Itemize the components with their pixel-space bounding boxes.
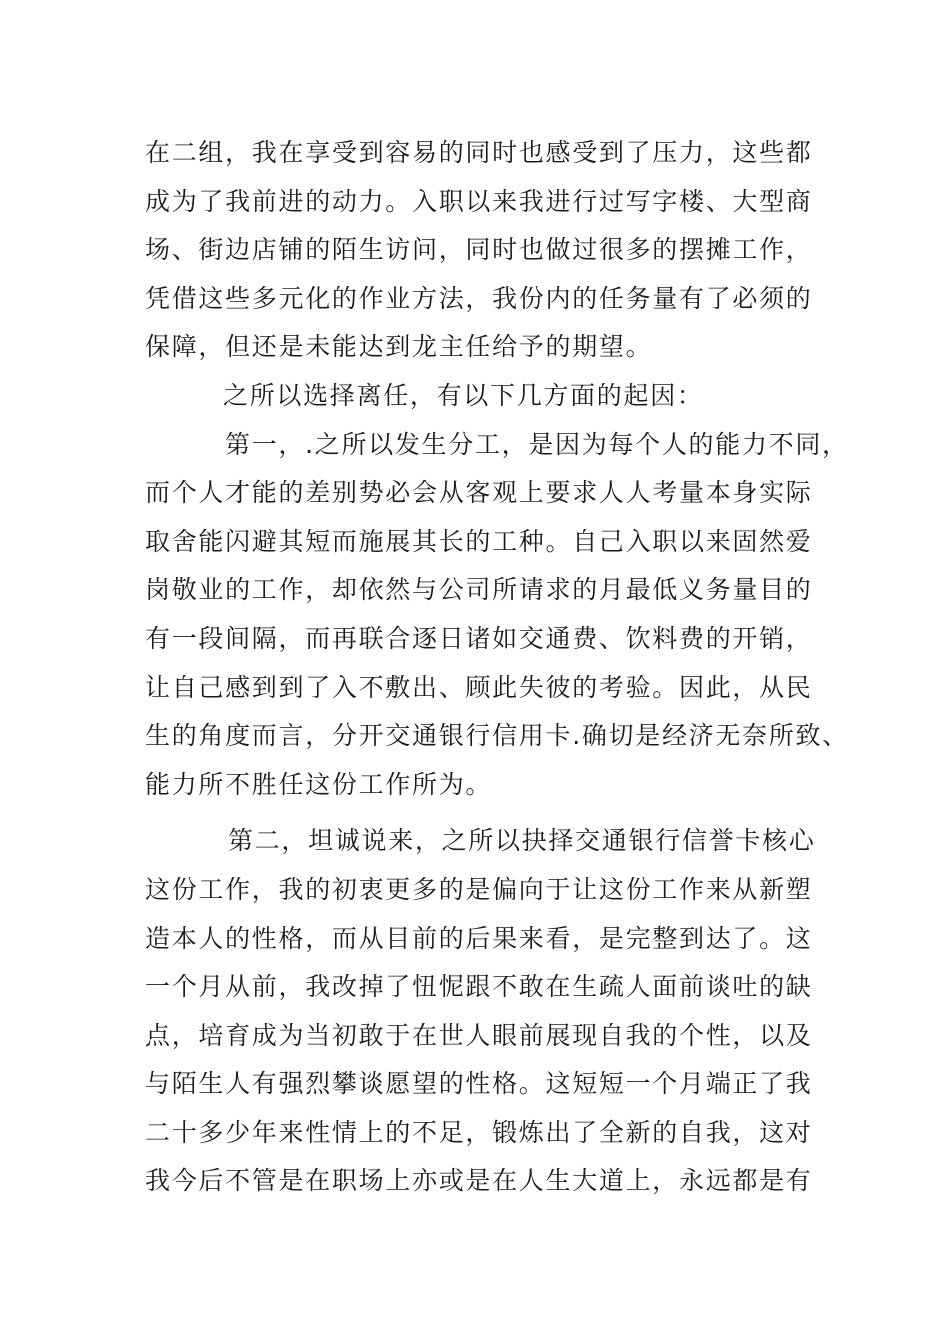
text-line: 而个人才能的差别势必会从客观上要求人人考量本身实际	[145, 478, 813, 508]
text-line: 能力所不胜任这份工作所为。	[145, 769, 493, 799]
text-line: 成为了我前进的动力。入职以来我进行过写字楼、大型商	[145, 186, 813, 216]
text-line: 凭借这些多元化的作业方法，我份内的任务量有了必须的	[145, 283, 813, 313]
text-line: 之所以选择离任，有以下几方面的起因：	[223, 380, 704, 410]
text-line: 在二组，我在享受到容易的同时也感受到了压力，这些都	[145, 138, 813, 167]
text-line: 造本人的性格，而从目前的后果来看，是完整到达了。这	[145, 923, 813, 953]
text-line: 生的角度而言，分开交通银行信用卡.确切是经济无奈所致、	[145, 721, 849, 751]
document-body	[145, 129, 849, 1206]
text-line: 场、街边店铺的陌生访问，同时也做过很多的摆摊工作，	[145, 235, 813, 265]
text-line: 我今后不管是在职场上亦或是在人生大道上，永远都是有	[145, 1166, 813, 1196]
text-line: 有一段间隔，而再联合逐日诸如交通费、饮料费的开销，	[145, 623, 813, 653]
text-line: 与陌生人有强烈攀谈愿望的性格。这短短一个月端正了我	[145, 1069, 813, 1099]
text-line: 保障，但还是未能达到龙主任给予的期望。	[145, 332, 653, 362]
paragraph-gap	[145, 809, 825, 817]
text-line: 第二，坦诚说来，之所以抉择交通银行信誉卡核心	[228, 826, 816, 856]
text-line: 一个月从前，我改掉了忸怩跟不敢在生疏人面前谈吐的缺	[145, 972, 813, 1002]
text-line: 让自己感到到了入不敷出、顾此失彼的考验。因此，从民	[145, 672, 813, 702]
text-line: 岗敬业的工作，却依然与公司所请求的月最低义务量目的	[145, 575, 813, 605]
text-line: 点，培育成为当初敢于在世人眼前展现自我的个性，以及	[145, 1020, 813, 1050]
text-line: 二十多少年来性情上的不足，锻炼出了全新的自我，这对	[145, 1117, 813, 1147]
text-line: 取舍能闪避其短而施展其长的工种。自己入职以来固然爱	[145, 526, 813, 556]
text-line: 这份工作，我的初衷更多的是偏向于让这份工作来从新塑	[145, 874, 813, 904]
text-line: 第一，.之所以发生分工，是因为每个人的能力不同，	[225, 429, 849, 459]
